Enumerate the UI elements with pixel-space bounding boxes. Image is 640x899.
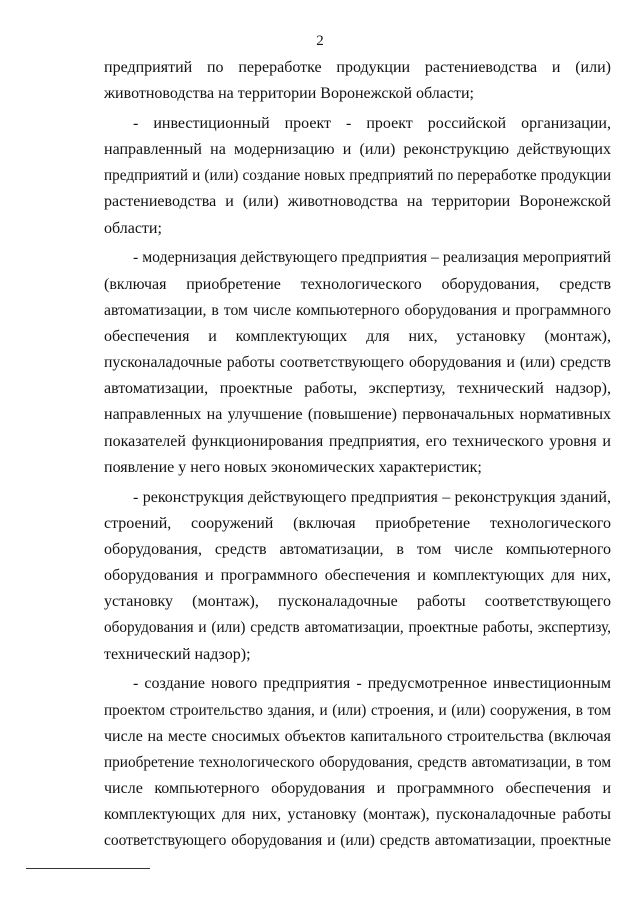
text-line: животноводства на территории Воронежской области; — [104, 85, 474, 103]
paragraph — [104, 55, 611, 107]
text-line: показателей функционирования предприятия, его технического уровня и — [104, 432, 611, 450]
text-line: комплектующих для них, установку (монтаж), пусконаладочные работы — [104, 806, 611, 824]
text-line: числе компьютерного оборудования и программного обеспечения и — [104, 780, 611, 798]
text-line: растениеводства и (или) животноводства на территории Воронежской — [104, 193, 611, 211]
text-line: - модернизация действующего предприятия – реализация мероприятий — [133, 249, 611, 267]
text-line: автоматизации, в том числе компьютерного оборудования и программного — [104, 301, 611, 319]
text-line: соответствующего оборудования и (или) средств автоматизации, проектные — [104, 832, 611, 850]
paragraph — [104, 245, 611, 481]
paragraph — [104, 671, 611, 854]
text-line: обеспечения и комплектующих для них, установку (монтаж), — [104, 327, 611, 345]
paragraph — [104, 485, 611, 668]
text-line: числе на месте сносимых объектов капитального строительства (включая — [104, 727, 611, 745]
text-line: направленных на улучшение (повышение) первоначальных нормативных — [104, 406, 611, 424]
document-body — [104, 55, 611, 855]
text-line: появление у него новых экономических характеристик; — [104, 458, 482, 476]
text-line: - реконструкция действующего предприятия – реконструкция зданий, — [133, 488, 611, 506]
text-line: установку (монтаж), пусконаладочные работы соответствующего — [104, 593, 611, 611]
text-line: автоматизации, проектные работы, экспертизу, технический надзор), — [104, 380, 611, 398]
text-line: строений, сооружений (включая приобретение технологического — [104, 514, 611, 532]
text-line: - инвестиционный проект - проект российской организации, — [133, 114, 611, 132]
text-line: (включая приобретение технологического оборудования, средств — [104, 275, 611, 293]
text-line: предприятий и (или) создание новых предприятий по переработке продукции — [104, 167, 611, 185]
text-line: пусконаладочные работы соответствующего оборудования и (или) средств — [104, 354, 611, 372]
page-number: 2 — [316, 33, 324, 49]
text-line: оборудования, средств автоматизации, в том числе компьютерного — [104, 540, 611, 558]
text-line: направленный на модернизацию и (или) реконструкцию действующих — [104, 141, 611, 159]
text-line: проектом строительство здания, и (или) строения, и (или) сооружения, в том — [104, 701, 611, 719]
text-line: - создание нового предприятия - предусмотренное инвестиционным — [133, 675, 611, 693]
text-line: оборудования и (или) средств автоматизации, проектные работы, экспертизу, — [104, 619, 611, 637]
text-line: технический надзор); — [104, 645, 251, 663]
footnote-divider — [26, 868, 150, 869]
paragraph — [104, 111, 611, 242]
text-line: оборудования и программного обеспечения и комплектующих для них, — [104, 567, 611, 585]
text-line: предприятий по переработке продукции растениеводства и (или) — [104, 59, 611, 76]
text-line: приобретение технологического оборудования, средств автоматизации, в том — [104, 753, 611, 771]
text-line: области; — [104, 219, 162, 237]
